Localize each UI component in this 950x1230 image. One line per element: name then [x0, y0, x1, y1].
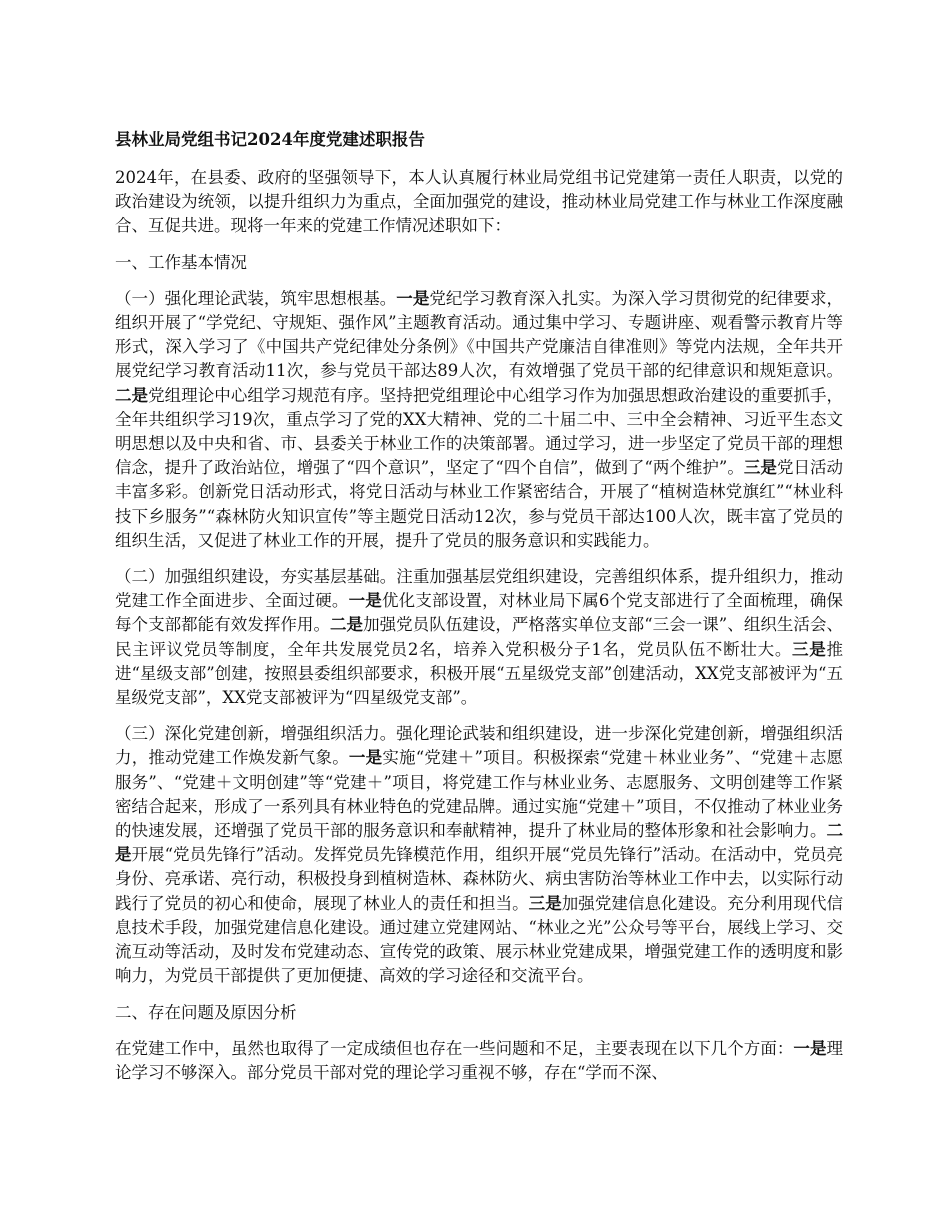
- paragraph-party-innovation: [115, 722, 843, 988]
- point-marker-3: 三是: [743, 458, 777, 478]
- point-marker-1: 一是: [793, 1038, 827, 1058]
- paragraph-organization-building: [115, 565, 843, 710]
- paragraph-lead: （三）深化党建创新，增强组织活力。强化理论武装和组织建设，进一步深化党建创新，增强组织活力，推动党建工作焕发新气象。: [115, 724, 843, 768]
- point-marker-2: 二是: [115, 821, 843, 865]
- paragraph-theory-study: [115, 287, 843, 553]
- document-title: 县林业局党组书记2024年度党建述职报告: [115, 130, 425, 149]
- point-marker-2: 二是: [115, 385, 149, 405]
- point-text-3: 党日活动丰富多彩。创新党日活动形式，将党日活动与林业工作紧密结合，开展了“植树造林党旗红”“林业科技下乡服务”“森林防火知识宣传”等主题党日活动12次，参与党员干部达100人次，既丰富了党员的组织生活，又促进了林业工作的开展，提升了党员的服务意识和实践能力。: [115, 458, 844, 550]
- point-text-1: 党纪学习教育深入扎实。为深入学习贯彻党的纪律要求，组织开展了“学党纪、守规矩、强作风”主题教育活动。通过集中学习、专题讲座、观看警示教育片等形式，深入学习了《中国共产党纪律处分条例》《中国共产党廉洁自律准则》等党内法规，全年共开展党纪学习教育活动11次，参与党员干部达89人次，有效增强了党员干部的纪律意识和规矩意识。: [115, 288, 844, 381]
- point-text-3: 推进“星级支部”创建，按照县委组织部要求，积极开展“五星级党支部”创建活动，XX党支部被评为“五星级党支部”，XX党支部被评为“四星级党支部”。: [115, 639, 843, 708]
- document-page: [115, 128, 843, 1097]
- point-marker-3: 三是: [792, 639, 827, 659]
- point-marker-3: 三是: [528, 893, 562, 913]
- point-text-1: 优化支部设置，对林业局下属6个党支部进行了全面梳理，确保每个支部都能有效发挥作用。: [115, 591, 844, 635]
- paragraph-lead: （二）加强组织建设，夯实基层基础。注重加强基层党组织建设，完善组织体系，提升组织力，推动党建工作全面进步、全面过硬。: [115, 567, 843, 611]
- point-text-1: 实施“党建＋”项目。积极探索“党建＋林业业务”、“党建＋志愿服务”、“党建＋文明创建”等“党建＋”项目，将党建工作与林业业务、志愿服务、文明创建等工作紧密结合起来，形成了一系列具有林业特色的党建品牌。通过实施“党建＋”项目，不仅推动了林业业务的快速发展，还增强了党员干部的服务意识和奉献精神，提升了林业局的整体形象和社会影响力。: [115, 748, 844, 841]
- intro-paragraph: 2024年，在县委、政府的坚强领导下，本人认真履行林业局党组书记党建第一责任人职责，以党的政治建设为统领，以提升组织力为重点，全面加强党的建设，推动林业局党建工作与林业工作深度融合、互促共进。现将一年来的党建工作情况述职如下：: [115, 168, 843, 236]
- point-text-2: 党组理论中心组学习规范有序。坚持把党组理论中心组学习作为加强思想政治建设的重要抓手，全年共组织学习19次，重点学习了党的XX大精神、党的二十届二中、三中全会精神、习近平生态文明思想以及中央和省、市、县委关于林业工作的决策部署。通过学习，进一步坚定了党员干部的理想信念，提升了政治站位，增强了“四个意识”，坚定了“四个自信”，做到了“两个维护”。: [115, 385, 844, 478]
- point-text-3: 加强党建信息化建设。充分利用现代信息技术手段，加强党建信息化建设。通过建立党建网站、“林业之光”公众号等平台，展线上学习、交流互动等活动，及时发布党建动态、宣传党的政策、展示林业党建成果，增强党建工作的透明度和影响力，为党员干部提供了更加便捷、高效的学习途径和交流平台。: [115, 893, 844, 986]
- section-heading-work-overview: 一、工作基本情况: [115, 252, 247, 272]
- point-text-2: 开展“党员先锋行”活动。发挥党员先锋模范作用，组织开展“党员先锋行”活动。在活动中，党员亮身份、亮承诺、亮行动，积极投身到植树造林、森林防火、病虫害防治等林业工作中去，以实际行动践行了党员的初心和使命，展现了林业人的责任和担当。: [115, 845, 843, 913]
- point-marker-1: 一是: [348, 748, 383, 768]
- paragraph-lead: （一）强化理论武装，筑牢思想根基。: [115, 288, 397, 308]
- paragraph-lead: 在党建工作中，虽然也取得了一定成绩但也存在一些问题和不足，主要表现在以下几个方面：: [115, 1038, 794, 1058]
- point-text-2: 加强党员队伍建设，严格落实单位支部“三会一课”、组织生活会、民主评议党员等制度，全年共发展党员2名，培养入党积极分子1名，党员队伍不断壮大。: [115, 615, 844, 659]
- point-marker-1: 一是: [348, 591, 382, 611]
- point-marker-1: 一是: [396, 288, 430, 308]
- paragraph-problems: [115, 1037, 843, 1085]
- point-marker-2: 二是: [329, 615, 364, 635]
- point-text-1: 理论学习不够深入。部分党员干部对党的理论学习重视不够，存在“学而不深、: [115, 1038, 844, 1082]
- section-heading-problems: 二、存在问题及原因分析: [115, 1002, 297, 1022]
